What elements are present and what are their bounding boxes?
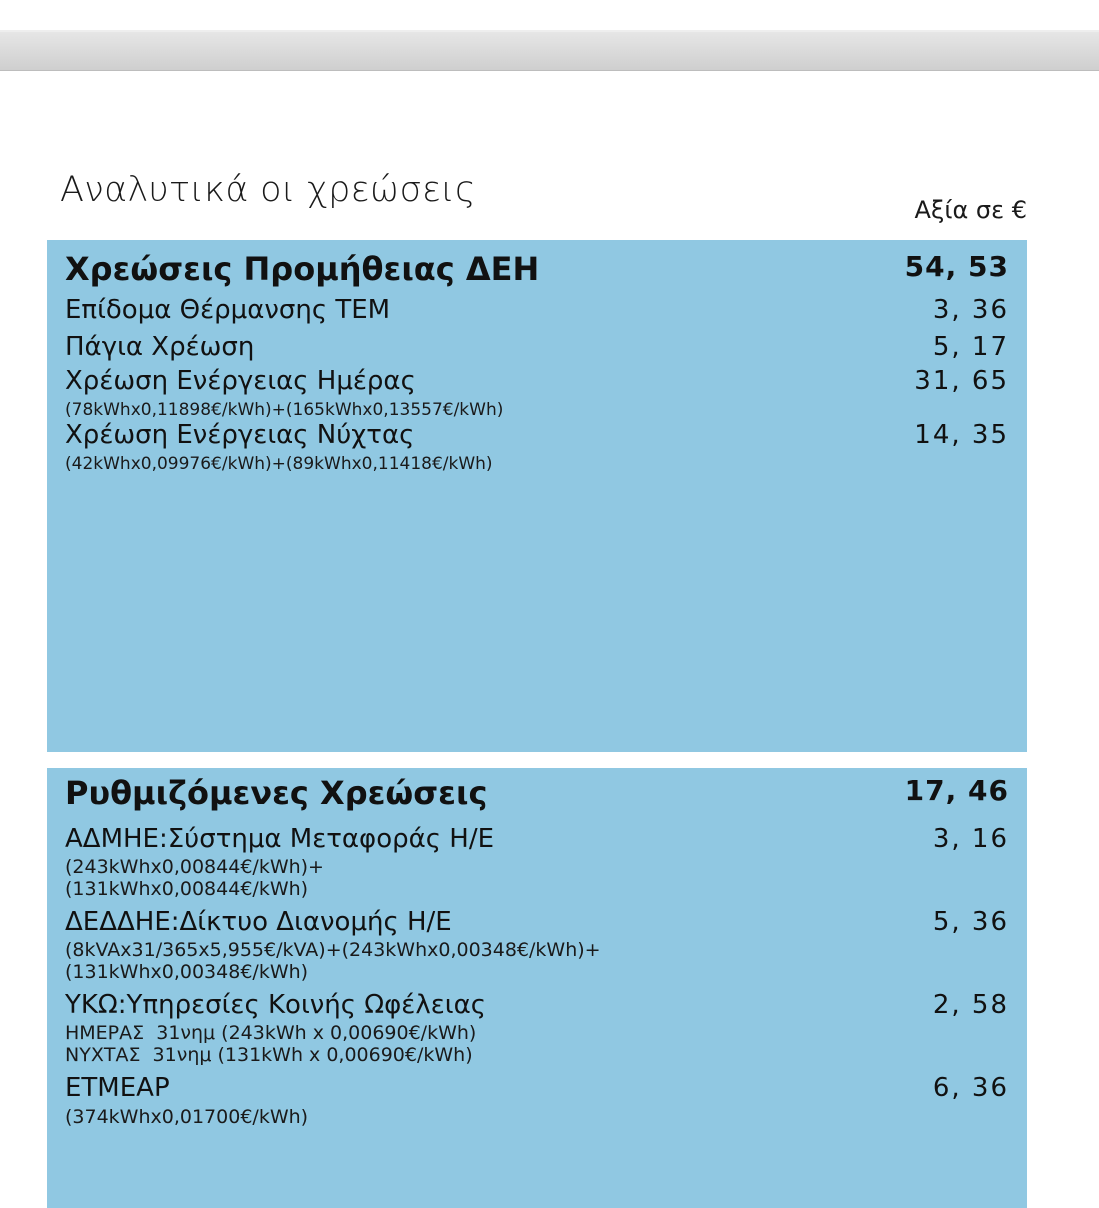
charge-detail: (42kWhx0,09976€/kWh)+(89kWhx0,11418€/kWh) <box>65 454 493 474</box>
charge-label: Χρέωση Ενέργειας Νύχτας <box>65 420 415 450</box>
charge-label: Πάγια Χρέωση <box>65 332 255 362</box>
charge-amount: 5, 36 <box>932 907 1009 937</box>
charge-detail: (78kWhx0,11898€/kWh)+(165kWhx0,13557€/kWh) <box>65 400 504 420</box>
charge-detail: ΝΥΧΤΑΣ 31νημ (131kWh x 0,00690€/kWh) <box>65 1044 473 1066</box>
section-title: Χρεώσεις Προμήθειας ΔΕΗ <box>65 250 540 288</box>
page-title: Αναλυτικά οι χρεώσεις <box>60 170 476 210</box>
charge-detail: (131kWhx0,00348€/kWh) <box>65 961 309 983</box>
value-column-header: Αξία σε € <box>914 196 1027 224</box>
charge-amount: 14, 35 <box>914 420 1009 450</box>
document-top-bar <box>0 32 1099 71</box>
charge-label: ΕΤΜΕΑΡ <box>65 1073 170 1103</box>
charge-amount: 3, 16 <box>932 824 1009 854</box>
section-total: 17, 46 <box>904 774 1009 807</box>
charge-label: Επίδομα Θέρμανσης ΤΕΜ <box>65 295 391 325</box>
section-title: Ρυθμιζόμενες Χρεώσεις <box>65 774 488 812</box>
charge-amount: 5, 17 <box>932 332 1009 362</box>
charge-amount: 3, 36 <box>932 295 1009 325</box>
charge-label: ΑΔΜΗΕ:Σύστημα Μεταφοράς Η/Ε <box>65 824 495 854</box>
section-total: 54, 53 <box>904 250 1009 283</box>
charge-detail: (8kVAx31/365x5,955€/kVA)+(243kWhx0,00348€/kWh)+ <box>65 939 601 961</box>
charge-amount: 2, 58 <box>932 990 1009 1020</box>
charge-detail: ΗΜΕΡΑΣ 31νημ (243kWh x 0,00690€/kWh) <box>65 1022 477 1044</box>
charge-amount: 31, 65 <box>914 366 1009 396</box>
regulated-charges-section <box>47 768 1027 1208</box>
supply-charges-section <box>47 240 1027 752</box>
charge-label: ΔΕΔΔΗΕ:Δίκτυο Διανομής Η/Ε <box>65 907 452 937</box>
charge-detail: (374kWhx0,01700€/kWh) <box>65 1106 309 1128</box>
charge-detail: (243kWhx0,00844€/kWh)+ <box>65 856 324 878</box>
charge-label: ΥΚΩ:Υπηρεσίες Κοινής Ωφέλειας <box>65 990 486 1020</box>
charge-amount: 6, 36 <box>932 1073 1009 1103</box>
charge-detail: (131kWhx0,00844€/kWh) <box>65 878 309 900</box>
charge-label: Χρέωση Ενέργειας Ημέρας <box>65 366 416 396</box>
